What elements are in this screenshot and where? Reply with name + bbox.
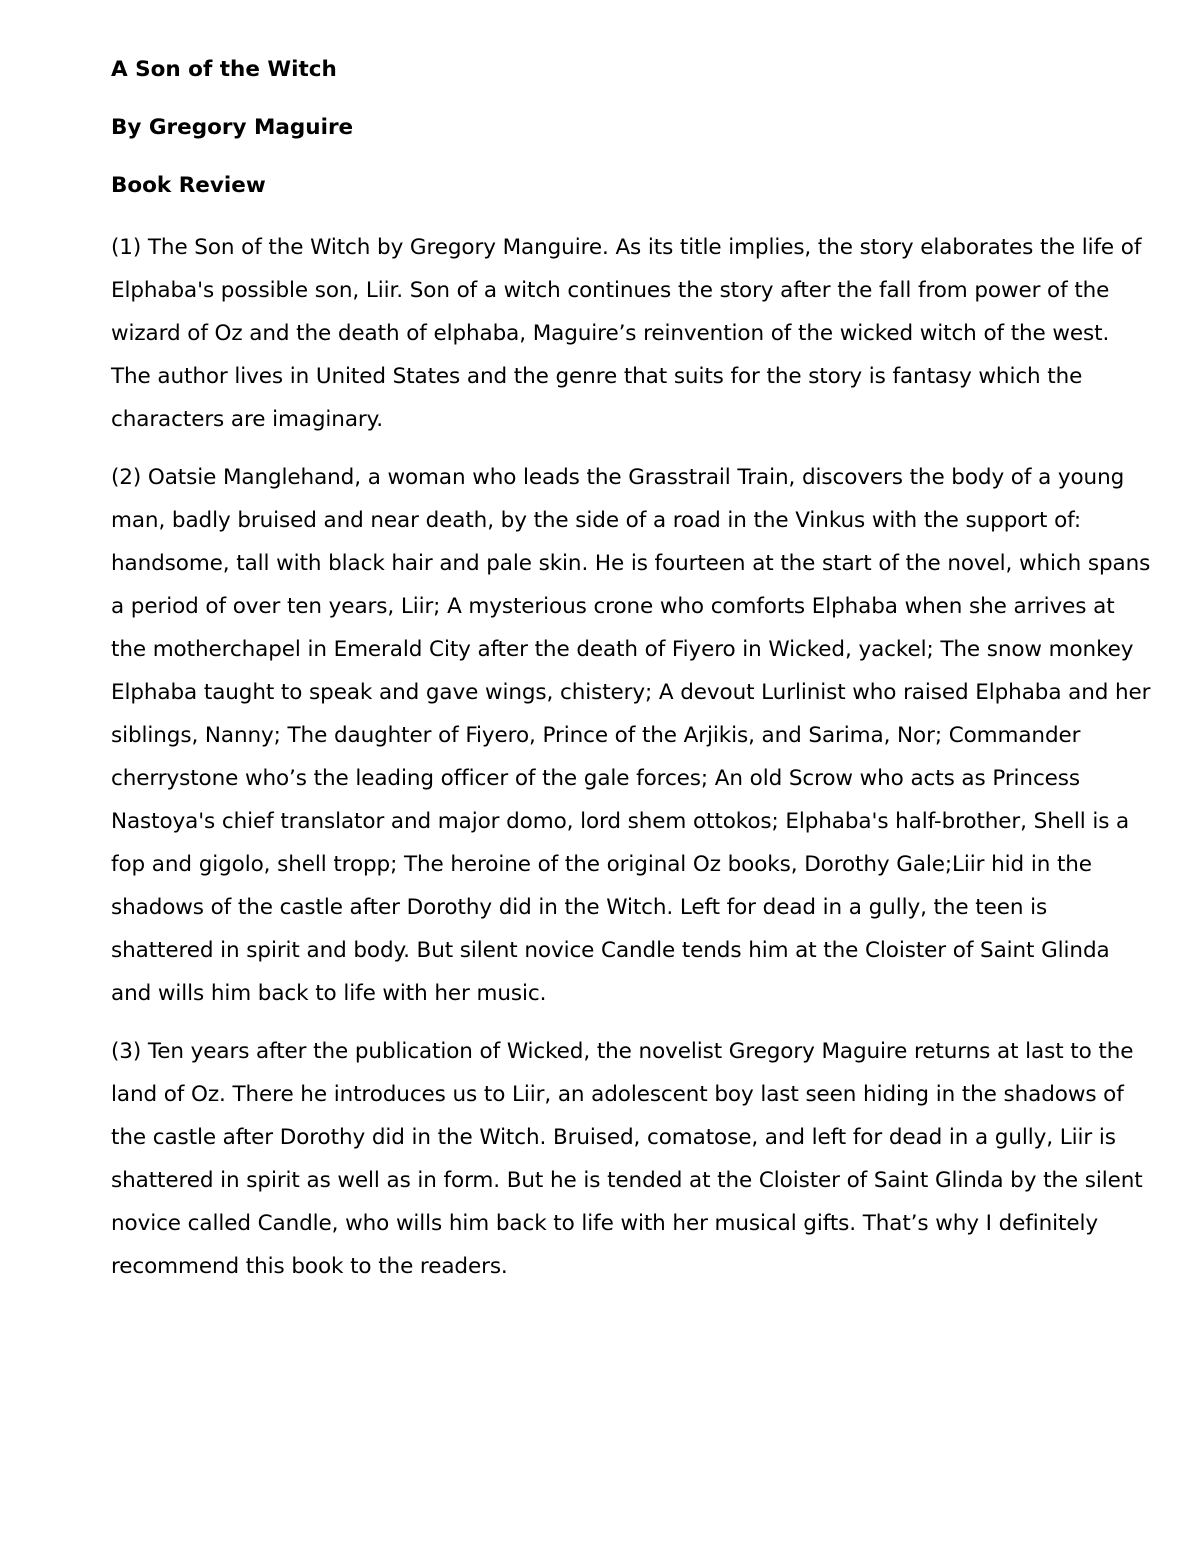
document-page xyxy=(111,52,1151,1303)
section-label: Book Review xyxy=(111,173,266,198)
paragraph-3: (3) Ten years after the publication of Wicked, the novelist Gregory Maguire returns at last to the land of Oz. There he introduces us to Liir, an adolescent boy last seen hiding in the shadows of the castle after Dorothy did in the Witch. Bruised, comatose, and left for dead in a gully, Liir is shattered in spirit as well as in form. But he is tended at the Cloister of Saint Glinda by the silent novice called Candle, who wills him back to life with her musical gifts. That’s why I definitely recommend this book to the readers. xyxy=(111,1039,1143,1279)
paragraph-2: (2) Oatsie Manglehand, a woman who leads the Grasstrail Train, discovers the body of a young man, badly bruised and near death, by the side of a road in the Vinkus with the support of: handsome, tall with black hair and pale skin. He is fourteen at the start of the novel, which spans a period of over ten years, Liir; A mysterious crone who comforts Elphaba when she arrives at the motherchapel in Emerald City after the death of Fiyero in Wicked, yackel; The snow monkey Elphaba taught to speak and gave wings, chistery; A devout Lurlinist who raised Elphaba and her siblings, Nanny; The daughter of Fiyero, Prince of the Arjikis, and Sarima, Nor; Commander cherrystone who’s the leading officer of the gale forces; An old Scrow who acts as Princess Nastoya's chief translator and major domo, lord shem ottokos; Elphaba's half-brother, Shell is a fop and gigolo, shell tropp; The heroine of the original Oz books, Dorothy Gale;Liir hid in the shadows of the castle after Dorothy did in the Witch. Left for dead in a gully, the teen is shattered in spirit and body. But silent novice Candle tends him at the Cloister of Saint Glinda and wills him back to life with her music. xyxy=(111,465,1151,1006)
document-title: A Son of the Witch xyxy=(111,57,337,82)
document-byline: By Gregory Maguire xyxy=(111,115,354,140)
paragraph-1: (1) The Son of the Witch by Gregory Manguire. As its title implies, the story elaborates the life of Elphaba's possible son, Liir. Son of a witch continues the story after the fall from power of the wizard of Oz and the death of elphaba, Maguire’s reinvention of the wicked witch of the west. The author lives in United States and the genre that suits for the story is fantasy which the characters are imaginary. xyxy=(111,235,1142,432)
